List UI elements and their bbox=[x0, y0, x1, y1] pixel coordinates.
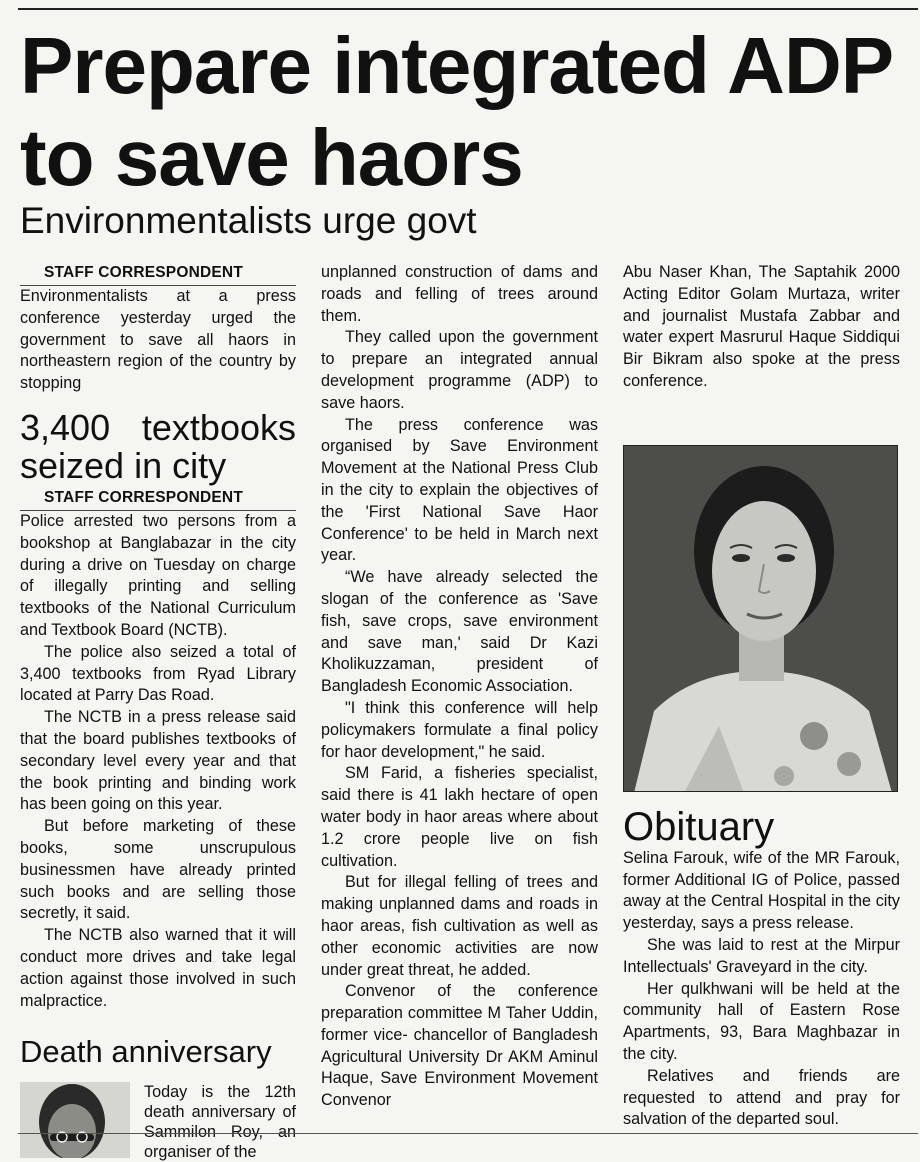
textbooks-paragraph: The NCTB in a press release said that the board publishes textbooks of secondary level every year and that the book printing and binding work has been going on this year. bbox=[20, 708, 296, 814]
main-story-paragraph: They called upon the government to prepare an integrated annual development programme (ADP) to save haors. bbox=[321, 328, 598, 412]
main-story-byline: STAFF CORRESPONDENT bbox=[20, 262, 296, 286]
portrait-icon bbox=[624, 446, 898, 792]
obituary-paragraph: Her qulkhwani will be held at the community hall of Eastern Rose Apartments, 93, Bara Maghbazar in the city. bbox=[623, 979, 900, 1063]
main-story-paragraph: The press conference was organised by Save Environment Movement at the National Press Club in the city to explain the objectives of the 'First National Save Haor Conference' to be held in March next year. bbox=[321, 415, 598, 565]
obituary-paragraph: Selina Farouk, wife of the MR Farouk, former Additional IG of Police, passed away at the Central Hospital in the city yesterday, says a press release. bbox=[623, 848, 900, 933]
main-story-paragraph: “We have already selected the slogan of the conference as 'Save fish, save crops, save environment and save man,' said Dr Kazi Kholikuzzaman, president of Bangladesh Economic Association. bbox=[321, 568, 598, 696]
obituary-paragraph: Relatives and friends are requested to attend and pray for salvation of the departed soul. bbox=[623, 1066, 900, 1129]
obituary-headline: Obituary bbox=[623, 804, 775, 849]
obituary-paragraph: She was laid to rest at the Mirpur Intellectuals' Graveyard in the city. bbox=[623, 935, 900, 976]
main-story-paragraph: Convenor of the conference preparation committee M Taher Uddin, former vice- chancellor of Bangladesh Agricultural University Dr AKM Aminul Haque, Save Environment Movement Convenor bbox=[321, 982, 598, 1110]
main-story-paragraph: unplanned construction of dams and roads and felling of trees around them. bbox=[321, 263, 598, 325]
obituary-photo bbox=[623, 445, 898, 792]
death-anniversary-headline: Death anniversary bbox=[20, 1034, 272, 1070]
column-2 bbox=[321, 262, 598, 1112]
death-anniversary-photo bbox=[20, 1082, 130, 1158]
textbooks-byline: STAFF CORRESPONDENT bbox=[20, 487, 296, 511]
main-story-paragraph: Environmentalists at a press conference yesterday urged the government to save all haors in northeastern region of the country by stopping bbox=[20, 287, 296, 393]
bottom-rule bbox=[18, 1133, 918, 1134]
textbooks-paragraph: But before marketing of these books, some unscrupulous businessmen have already printed such books and are selling those secretly, it said. bbox=[20, 817, 296, 923]
main-story-paragraph: SM Farid, a fisheries specialist, said there is 41 lakh hectare of open water body in haor areas where about 1.2 crore people live on fish cultivation. bbox=[321, 764, 598, 870]
portrait-icon bbox=[20, 1082, 130, 1158]
main-subheadline: Environmentalists urge govt bbox=[20, 200, 477, 241]
column-3 bbox=[623, 262, 900, 1131]
column-1 bbox=[20, 262, 296, 1162]
textbooks-headline: 3,400 textbooks seized in city bbox=[20, 406, 296, 486]
main-story-paragraph: Abu Naser Khan, The Saptahik 2000 Acting Editor Golam Murtaza, writer and journalist Mustafa Zabbar and water expert Masrurul Haque Siddiqui Bir Bikram also spoke at the press conference. bbox=[623, 263, 900, 390]
death-anniversary-block bbox=[20, 1082, 296, 1162]
textbooks-paragraph: The NCTB also warned that it will conduct more drives and take legal action against those involved in such malpractice. bbox=[20, 926, 296, 1010]
textbooks-paragraph: The police also seized a total of 3,400 textbooks from Ryad Library located at Parry Das Road. bbox=[20, 642, 296, 705]
main-headline: Prepare integrated ADP to save haors bbox=[20, 21, 892, 202]
death-anniversary-text: Today is the 12th death anniversary of Sammilon Roy, an organiser of the bbox=[144, 1083, 296, 1162]
textbooks-paragraph: Police arrested two persons from a bookshop at Banglabazar in the city during a drive on Tuesday on charge of illegally printing and selling textbooks of the National Curriculum and Textbook Board (NCTB). bbox=[20, 511, 296, 639]
main-story-paragraph: "I think this conference will help policymakers formulate a final policy for haor development," he said. bbox=[321, 698, 598, 761]
main-story-paragraph: But for illegal felling of trees and making unplanned dams and roads in haor areas, fish cultivation as well as other economic activities are now under great threat, he added. bbox=[321, 873, 598, 979]
top-rule bbox=[18, 8, 918, 10]
